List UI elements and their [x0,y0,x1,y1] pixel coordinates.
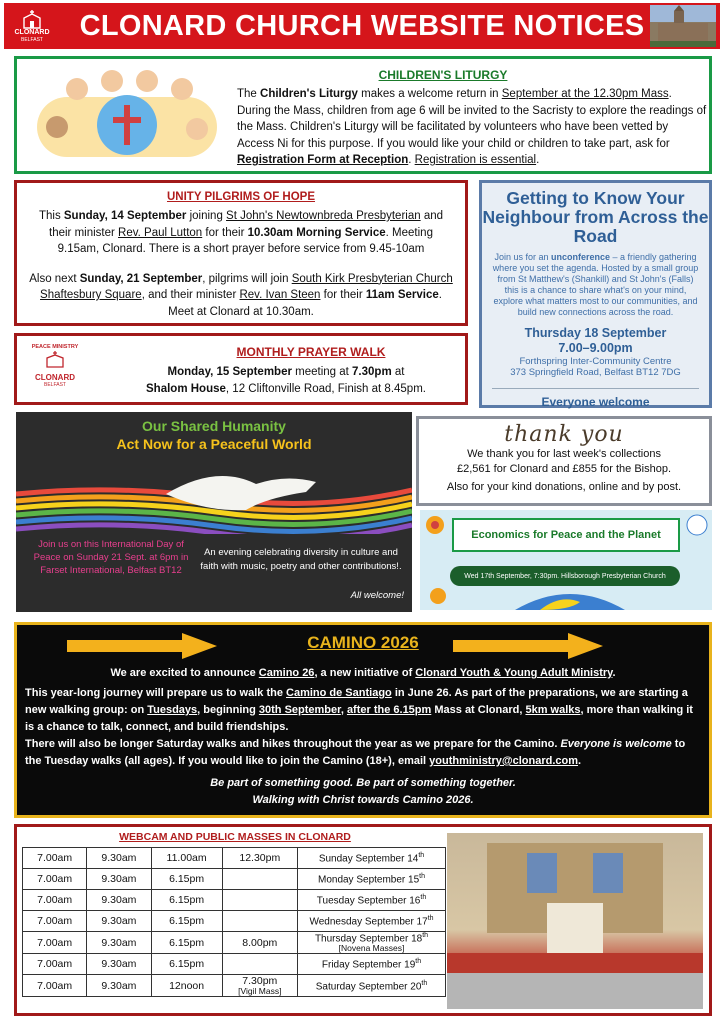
thank-you-title: thank you [504,422,624,447]
thanks-line-1: We thank you for last week's collections [467,448,661,460]
page-header [4,3,720,49]
mass-cell: 6.15pm [151,869,222,890]
mass-cell: 9.30am [87,848,151,869]
getting-to-know-poster [479,180,712,408]
camino-paragraph-1: We are excited to announce Camino 26, a new initiative of Clonard Youth & Young Adult Ministry. [110,667,616,679]
humanity-description: An evening celebrating diversity in culture and faith with music, poetry and other contributions!. [200,547,402,572]
clonard-logo [10,5,54,47]
peace-logo-name: CLONARD [35,373,75,382]
camino-heading: CAMINO 2026 [307,633,419,652]
mass-cell: 9.30am [87,911,151,932]
mass-cell: 6.15pm [151,954,222,975]
camino-paragraph-3: There will also be longer Saturday walks and hikes throughout the year as we prepare for the Camino. Everyone is welcome to the Tuesday walks (all ages). If you would like to join the Camino (18+), email youthministry@clonard.com. [25,738,686,767]
peace-ministry-logo [25,342,85,398]
church-icon [21,9,43,29]
gtk-title: Getting to Know Your Neighbour from Across the Road [482,188,709,246]
globe-icon [510,588,630,610]
mass-row [23,869,446,890]
mass-cell: 12.30pm [222,848,297,869]
mass-cell [222,869,297,890]
mass-cell: 6.15pm [151,932,222,954]
mass-cell: 9.30am [87,932,151,954]
gtk-location-2: 373 Springfield Road, Belfast BT12 7DG [510,367,681,378]
mass-cell: 7.00am [23,848,87,869]
humanity-event-details: Join us on this International Day of Peace on Sunday 21 Sept. at 6pm in Farset International, Belfast BT12 [33,539,189,576]
mass-cell: 8.00pm [222,932,297,954]
gtk-date: Thursday 18 September [524,326,667,340]
mass-cell: Wednesday September 17th [298,911,446,932]
mass-cell: 7.00am [23,890,87,911]
page-title: CLONARD CHURCH WEBSITE NOTICES [79,9,645,42]
unity-pilgrims-notice [14,180,468,326]
mass-cell: 7.00am [23,911,87,932]
mass-cell: 9.30am [87,890,151,911]
mass-cell: Tuesday September 16th [298,890,446,911]
logo-sub: BELFAST [21,37,43,43]
thanks-line-3: Also for your kind donations, online and by post. [446,481,682,493]
liturgy-heading: CHILDREN'S LITURGY [378,68,508,82]
pilgrims-paragraph-1: This Sunday, 14 September joining St John's Newtownbreda Presbyterian and their minister Rev. Paul Lutton for their 10.30am Morning Service. Meeting 9.15am, Clonard. There is a short prayer before service from 9.45-10am [38,210,444,255]
economics-peace-poster [420,510,712,610]
mass-cell [222,954,297,975]
prayer-walk-notice [14,333,468,405]
camino-closing-2: Walking with Christ towards Camino 2026. [252,794,474,806]
mass-row [23,911,446,932]
camino-2026-notice [14,622,712,818]
church-photo [650,5,716,47]
pilgrims-heading: UNITY PILGRIMS OF HOPE [166,191,316,203]
mass-row [23,890,446,911]
masses-heading: WEBCAM AND PUBLIC MASSES IN CLONARD [119,831,351,843]
economics-date-pill: Wed 17th September, 7:30pm. Hillsborough Presbyterian Church [450,566,680,586]
pilgrims-paragraph-2: Also next Sunday, 21 September, pilgrims will join South Kirk Presbyterian Church Shaftesbury Square, and their minister Rev. Ivan Steen for their 11am Service. Meet at Clonard at 10.30am. [29,272,453,318]
badge-icon [686,514,708,536]
mass-cell: 9.30am [87,954,151,975]
walk-text: Monday, 15 September meeting at 7.30pm at Shalom House, 12 Cliftonville Road, Finish at 8.45pm. [146,366,426,395]
logo-text: CLONARD [14,29,50,36]
mass-cell: 9.30am [87,869,151,890]
peace-ministry-label: PEACE MINISTRY [31,344,79,350]
mass-cell [222,911,297,932]
dove-rainbow-icon [16,454,412,534]
mass-cell: 7.00am [23,954,87,975]
camino-closing-1: Be part of something good. Be part of something together. [210,777,516,789]
leaf-flower-icon [428,584,448,608]
church-interior-photo [447,833,703,1009]
gtk-location-1: Forthspring Inter-Community Centre [519,356,672,367]
mass-cell [222,890,297,911]
humanity-subtitle: Act Now for a Peaceful World [116,436,312,452]
gtk-time: 7.00–9.00pm [558,341,633,355]
mass-cell: 7.00am [23,975,87,997]
camino-paragraph-2: This year-long journey will prepare us to walk the Camino de Santiago in June 26. As part of the preparations, we are starting a new walking group: on Tuesdays, beginning 30th September, after the 6.15pm Mass at Clonard, 5km walks, more than walking it is a chance to talk, connect, and build friendships. [25,687,693,733]
flower-icon [424,514,446,536]
mass-cell: 7.00am [23,869,87,890]
humanity-title: Our Shared Humanity [142,418,286,434]
mass-cell: 6.15pm [151,890,222,911]
mass-row [23,975,446,997]
mass-cell: Monday September 15th [298,869,446,890]
mass-cell: Friday September 19th [298,954,446,975]
childrens-liturgy-notice [14,56,712,174]
mass-row [23,932,446,954]
mass-cell: 12noon [151,975,222,997]
mass-cell: Sunday September 14th [298,848,446,869]
walk-heading: MONTHLY PRAYER WALK [236,345,386,359]
economics-title: Economics for Peace and the Planet [452,518,680,552]
shared-humanity-poster [16,412,412,612]
church-icon [44,350,66,368]
thanks-line-2: £2,561 for Clonard and £855 for the Bishop. [456,463,672,475]
gtk-welcome: Everyone welcome [492,388,699,409]
thank-you-notice [416,416,712,506]
peace-logo-sub: BELFAST [44,382,66,388]
mass-cell: 6.15pm [151,911,222,932]
liturgy-text: The Children's Liturgy makes a welcome return in September at the 12.30pm Mass. During the Mass, children from age 6 will be invited to the Sacristy to explore the readings of the Mass. Children's Liturgy will be facilitated by volunteers who have been vetted by Access Ni for this purpose. If you would like your child or children to take part, ask for Registration Form at Reception. Registration is essential. [237,88,707,166]
arrow-right-icon [453,633,603,659]
mass-cell: 7.30pm [Vigil Mass] [222,975,297,997]
mass-cell: 11.00am [151,848,222,869]
mass-row [23,848,446,869]
gtk-description: Join us for an unconference – a friendly gathering where you set the agenda. Hosted by a small group from St Matthew's (Shankill) and St John's (Falls) this is a chance to share what's on your mind, explore what matters most to our communities, and build new connections across the road. [492,252,699,317]
masses-table [22,847,446,997]
mass-cell: 9.30am [87,975,151,997]
mass-row [23,954,446,975]
mass-cell: Saturday September 20th [298,975,446,997]
mass-cell: Thursday September 18th [Novena Masses] [298,932,446,954]
mass-cell: 7.00am [23,932,87,954]
humanity-welcome: All welcome! [350,590,404,601]
masses-schedule-notice [14,824,712,1016]
